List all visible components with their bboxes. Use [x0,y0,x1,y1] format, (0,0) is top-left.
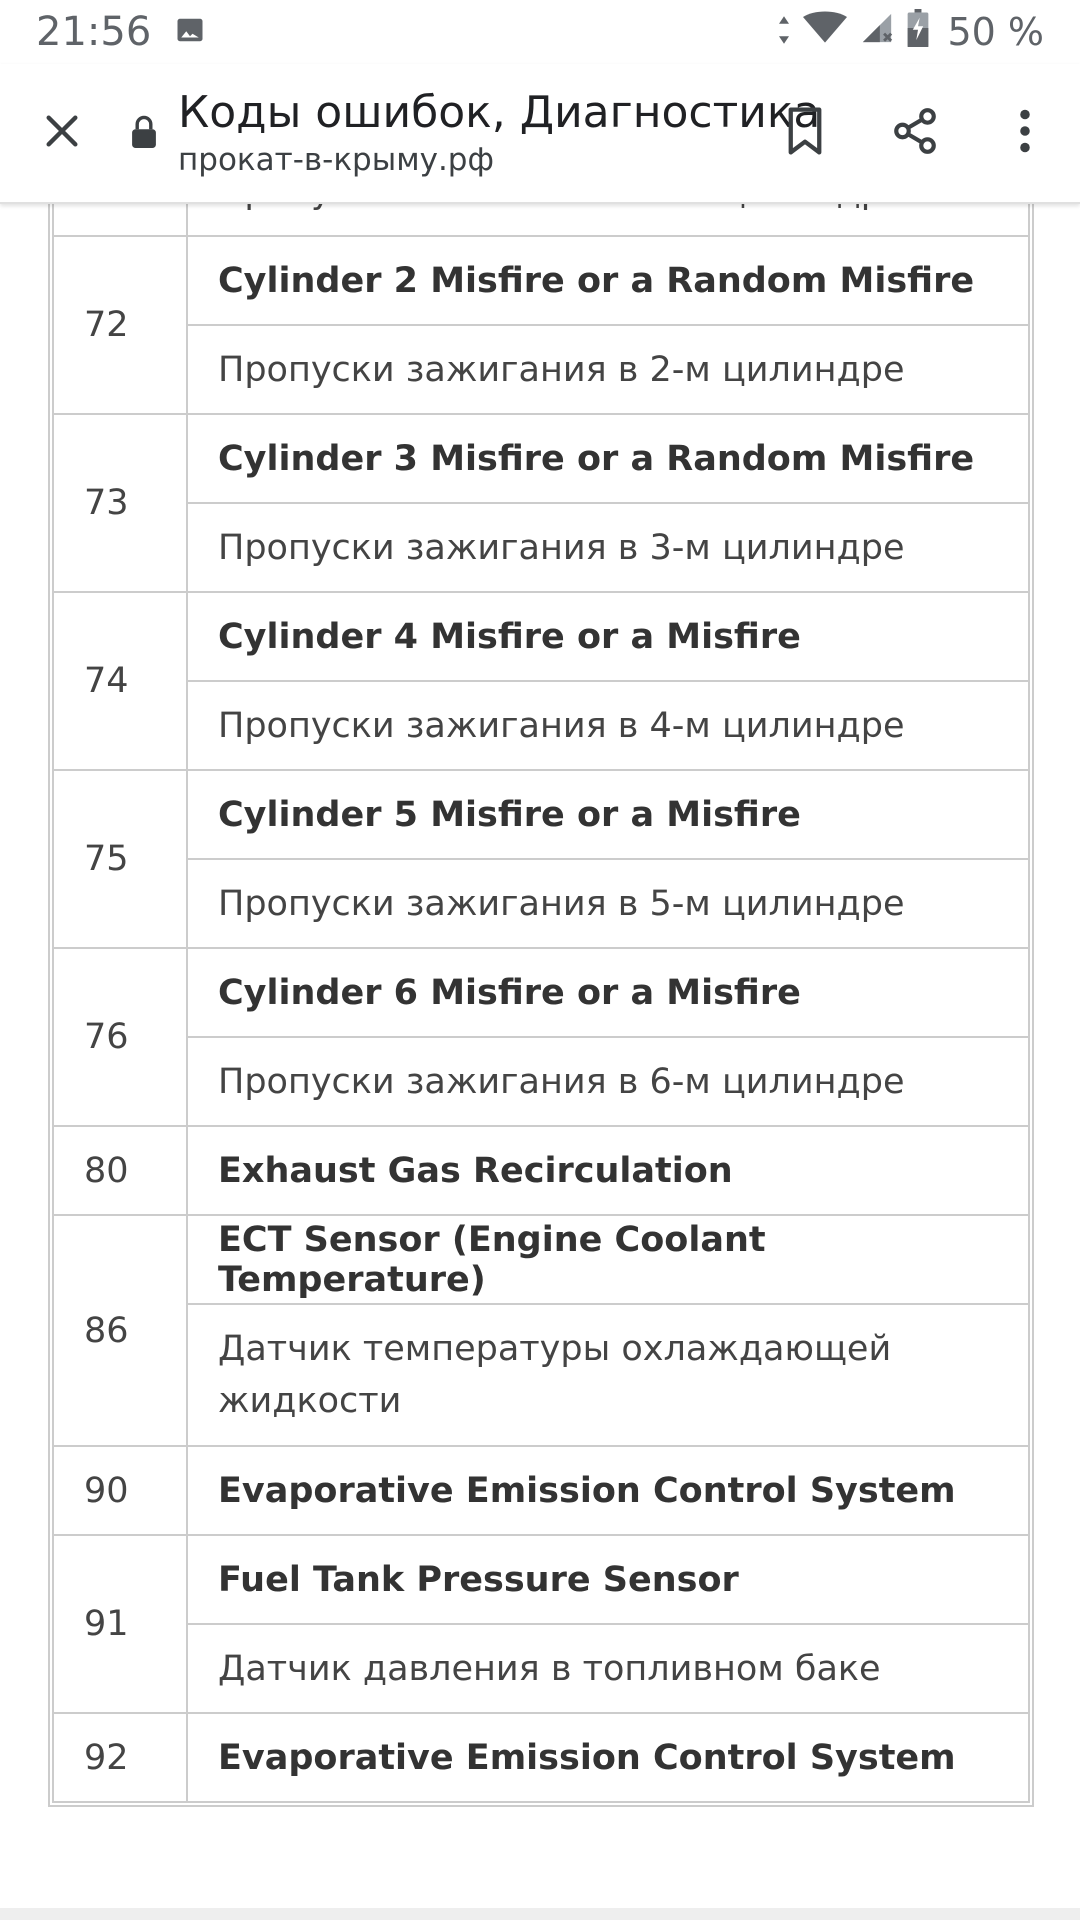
code-cell: 91 [53,1535,187,1713]
close-button[interactable] [0,63,124,203]
description-en: Cylinder 3 Misfire or a Random Misfire [187,414,1029,503]
description-en: Evaporative Emission Control System [187,1446,1029,1535]
battery-percent: 50 % [947,10,1044,54]
browser-toolbar [0,64,1080,204]
description-ru: Пропуски зажигания в 5-м цилиндре [187,859,1029,948]
url-bar[interactable] [178,63,821,203]
table-row [53,503,1029,592]
table-row [53,1624,1029,1713]
description-ru: Пропуски зажигания в 2-м цилиндре [187,325,1029,414]
table-row [53,592,1029,681]
description-ru: Пропуски зажигания в 3-м цилиндре [187,503,1029,592]
security-indicator[interactable] [124,63,164,203]
description-en: Evaporative Emission Control System [187,1713,1029,1802]
table-row [53,681,1029,770]
code-cell: 73 [53,414,187,592]
page-url: прокат-в-крыму.рф [178,142,494,178]
description-ru: Датчик температуры охлаждающей жидкости [187,1304,1029,1446]
table-row [53,1713,1029,1802]
table-row [53,1535,1029,1624]
table-row [53,859,1029,948]
description-en: Cylinder 4 Misfire or a Misfire [187,592,1029,681]
code-cell: 90 [53,1446,187,1535]
table-row [53,770,1029,859]
bookmark-button[interactable] [750,63,860,203]
page-content[interactable] [0,204,1080,1920]
table-row [53,948,1029,1037]
more-options-button[interactable] [970,63,1080,203]
share-icon [890,105,940,161]
lock-icon [130,114,158,152]
code-cell: 92 [53,1713,187,1802]
table-row [53,414,1029,503]
description-ru: Пропуски зажигания в 4-м цилиндре [187,681,1029,770]
description-ru: Пропуски зажигания в 6-м цилиндре [187,1037,1029,1126]
description-en: Cylinder 6 Misfire or a Misfire [187,948,1029,1037]
error-codes-table [52,146,1030,1803]
data-arrows-icon [777,10,791,54]
description-en: Cylinder 2 Misfire or a Random Misfire [187,236,1029,325]
wifi-icon [803,10,847,54]
table-row [53,1304,1029,1446]
close-icon [42,111,82,155]
description-en: Exhaust Gas Recirculation [187,1126,1029,1215]
share-button[interactable] [860,63,970,203]
description-ru: Датчик давления в топливном баке [187,1624,1029,1713]
table-row [53,1126,1029,1215]
code-cell: 76 [53,948,187,1126]
battery-charging-icon [907,9,929,56]
code-cell: 80 [53,1126,187,1215]
status-time: 21:56 [36,9,152,55]
image-icon [175,10,205,54]
code-cell: 72 [53,236,187,414]
more-vert-icon [1019,109,1031,157]
code-cell: 74 [53,592,187,770]
bottom-edge [0,1908,1080,1920]
table-row [53,1446,1029,1535]
code-cell: 75 [53,770,187,948]
table-row [53,325,1029,414]
description-en: Cylinder 5 Misfire or a Misfire [187,770,1029,859]
page-title: Коды ошибок, Диагностика [178,87,821,138]
table-row [53,1037,1029,1126]
code-cell: 86 [53,1215,187,1446]
description-en: ECT Sensor (Engine Coolant Temperature) [187,1215,1029,1304]
cell-signal-icon [859,10,895,54]
description-en: Fuel Tank Pressure Sensor [187,1535,1029,1624]
table-row [53,1215,1029,1304]
bookmark-icon [786,107,824,159]
status-bar [0,0,1080,64]
table-row [53,236,1029,325]
